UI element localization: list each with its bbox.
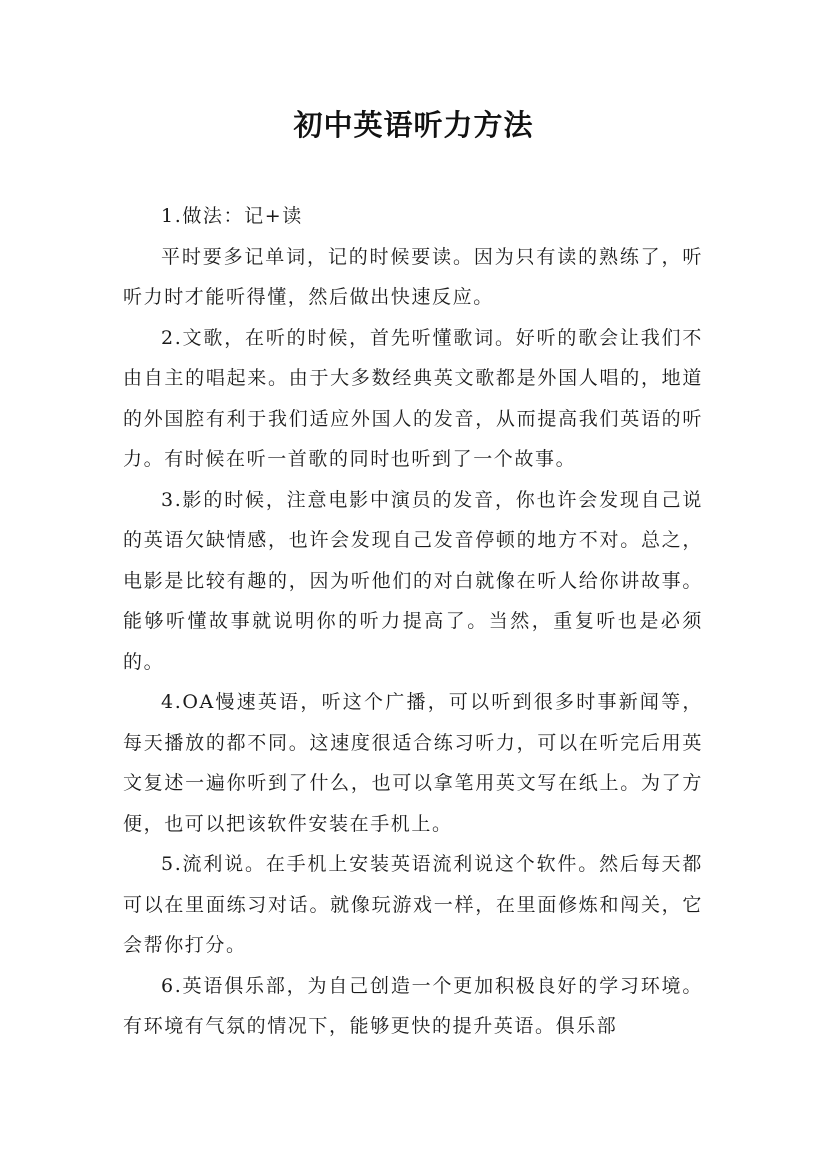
paragraph-method-4: 4.OA慢速英语，听这个广播，可以听到很多时事新闻等，每天播放的都不同。这速度很适合练习听力，可以在听完后用英文复述一遍你听到了什么，也可以拿笔用英文写在纸上。为了方便，也可以把该软件安装在手机上。 (123, 691, 703, 835)
paragraph-method-3: 3.影的时候，注意电影中演员的发音，你也许会发现自己说的英语欠缺情感，也许会发现自己发音停顿的地方不对。总之，电影是比较有趣的，因为听他们的对白就像在听人给你讲故事。能够听懂故事就说明你的听力提高了。当然，重复听也是必须的。 (123, 488, 703, 673)
paragraph-method-5: 5.流利说。在手机上安装英语流利说这个软件。然后每天都可以在里面练习对话。就像玩游戏一样，在里面修炼和闯关，它会帮你打分。 (123, 853, 703, 956)
paragraph-method-2: 2.文歌，在听的时候，首先听懂歌词。好听的歌会让我们不由自主的唱起来。由于大多数经典英文歌都是外国人唱的，地道的外国腔有利于我们适应外国人的发音，从而提高我们英语的听力。有时候在听一首歌的同时也听到了一个故事。 (123, 326, 703, 470)
document-body (123, 196, 703, 1047)
paragraph-method-1-body: 平时要多记单词，记的时候要读。因为只有读的熟练了，听听力时才能听得懂，然后做出快速反应。 (123, 245, 703, 308)
document-title: 初中英语听力方法 (293, 108, 534, 142)
paragraph-method-1-heading: 1.做法：记+读 (161, 205, 303, 227)
paragraph-method-6: 6.英语俱乐部，为自己创造一个更加积极良好的学习环境。有环境有气氛的情况下，能够更快的提升英语。俱乐部 (123, 974, 703, 1037)
